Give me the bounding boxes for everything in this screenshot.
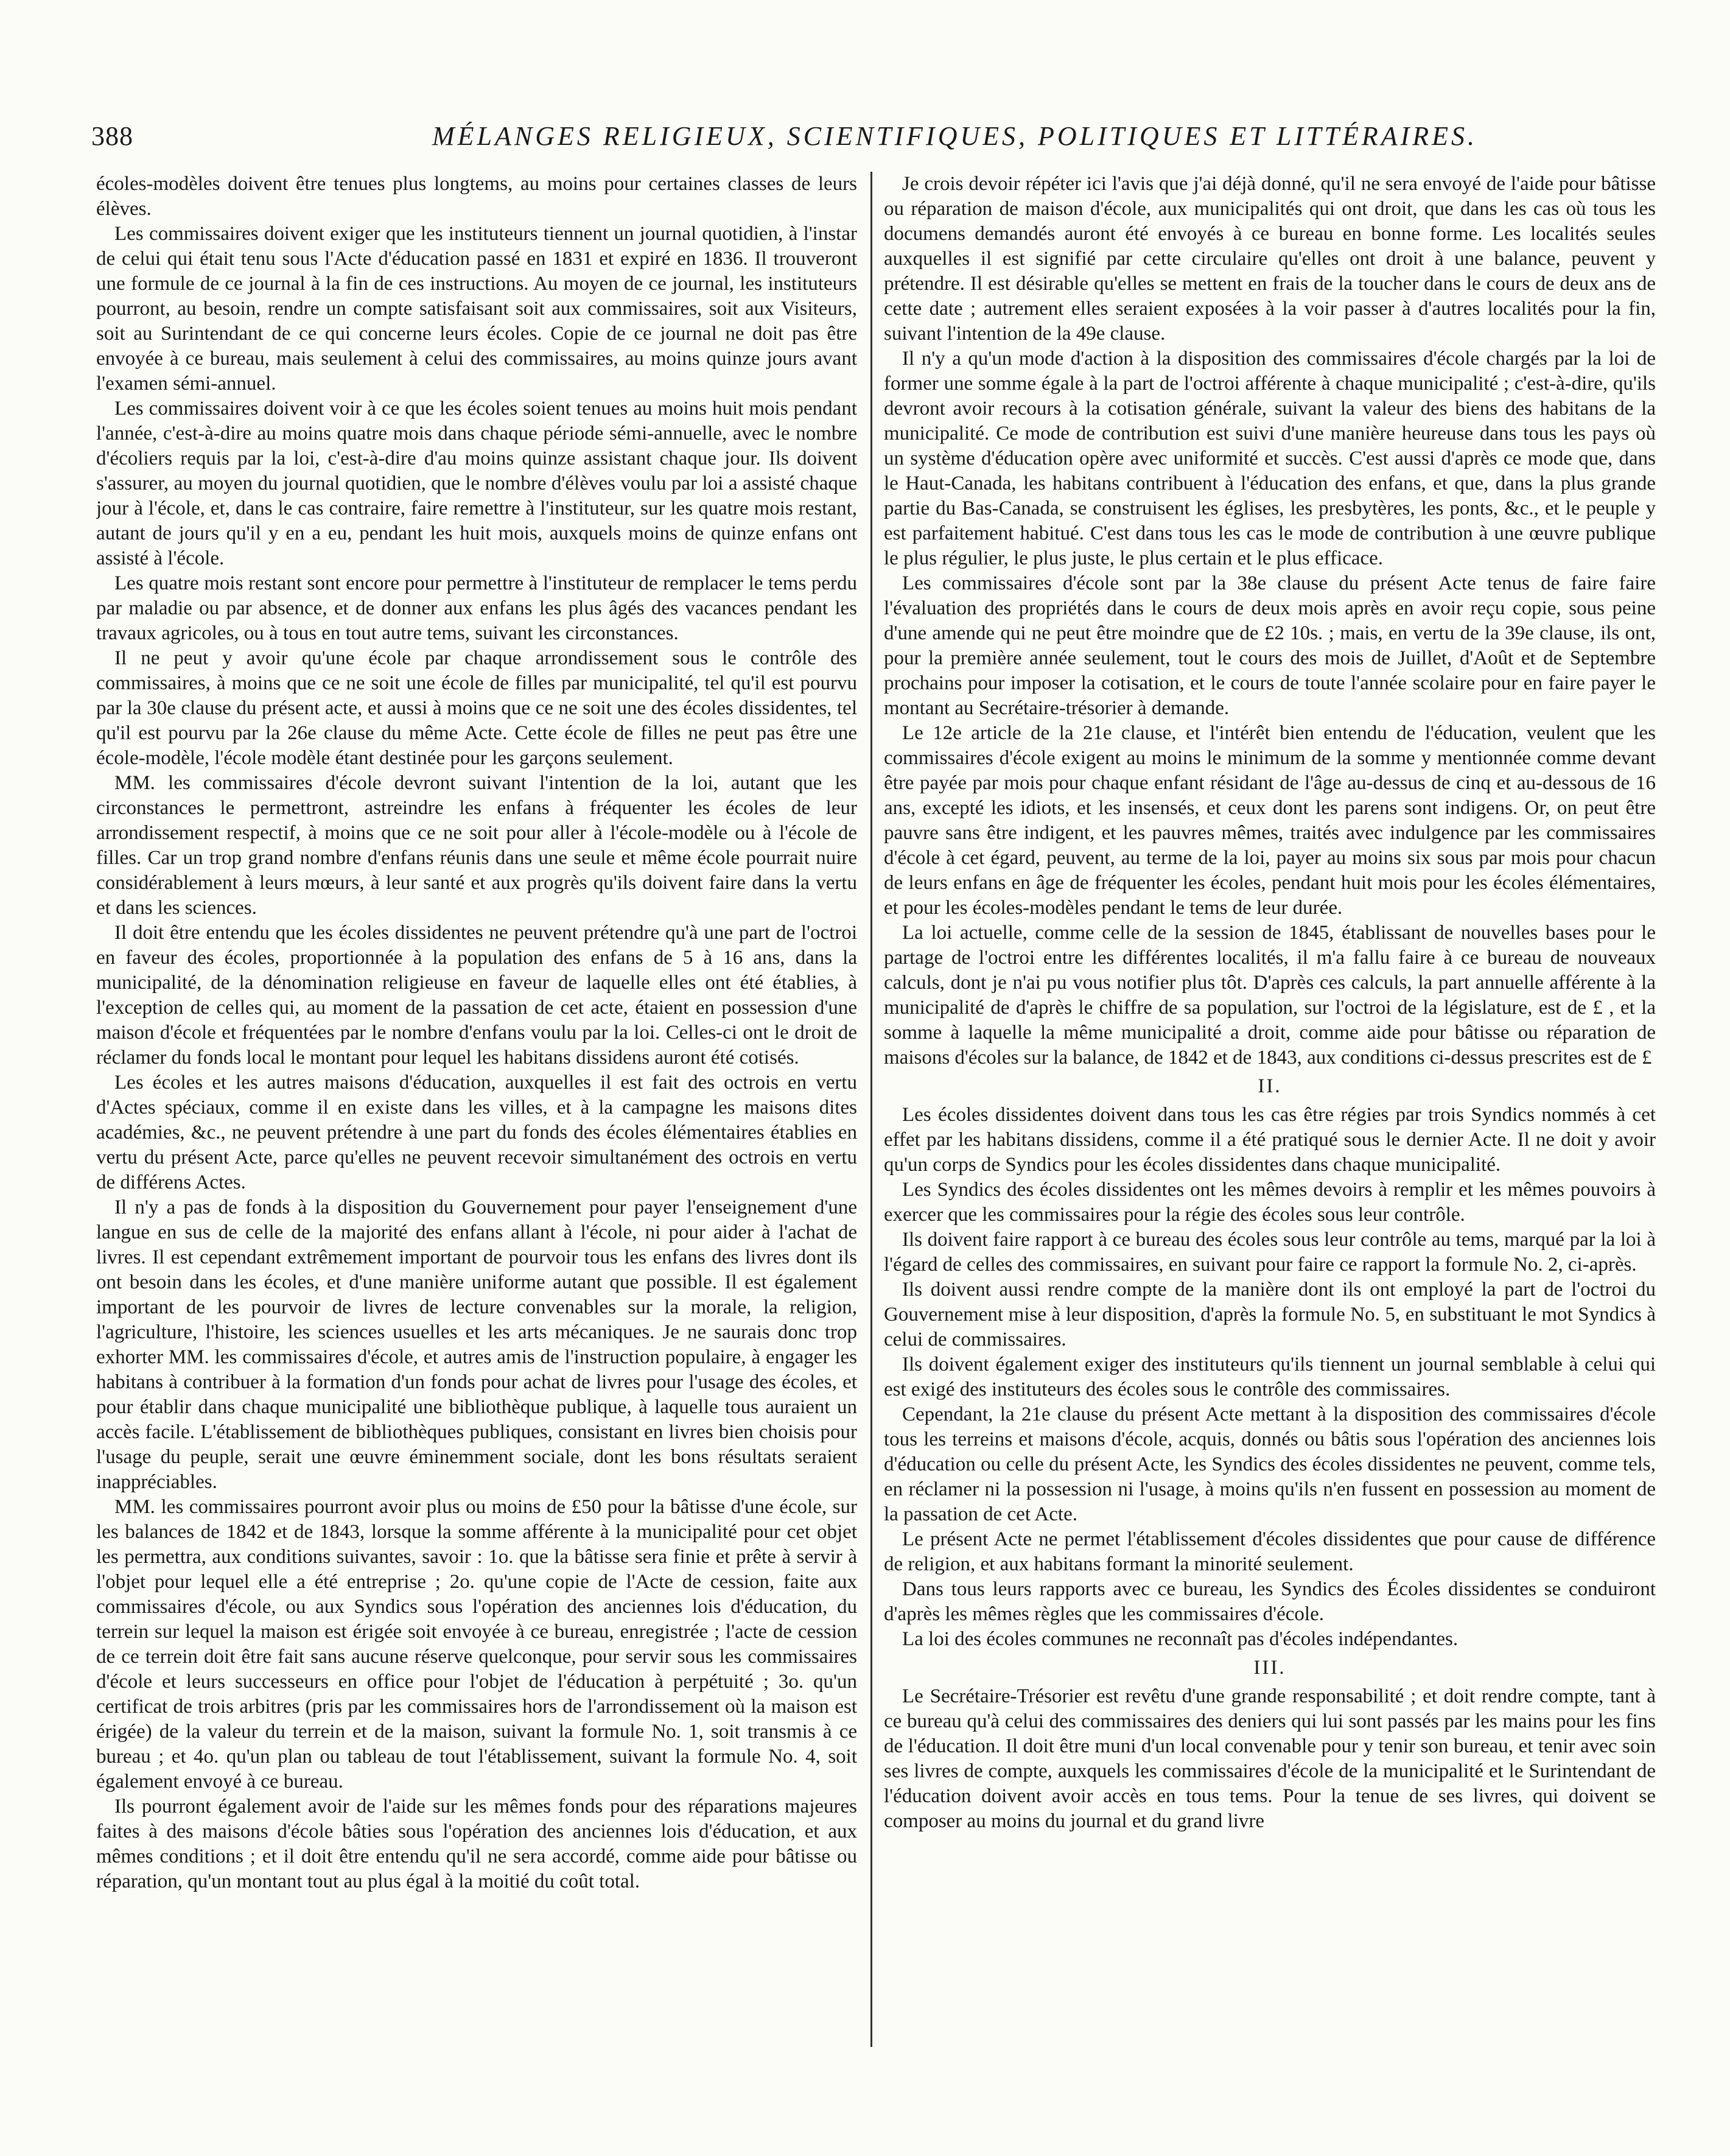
page-number: 388 bbox=[91, 121, 133, 151]
paragraph: Les Syndics des écoles dissidentes ont les mêmes devoirs à remplir et les mêmes pouvoirs à exercer que les commissaires pour la régie des écoles sous leur contrôle. bbox=[884, 1179, 1656, 1226]
paragraph: Ils doivent aussi rendre compte de la manière dont ils ont employé la part de l'octroi du Gouvernement mise à leur disposition, d'après la formule No. 5, en substituant le mot Syndics à celui de commissaires. bbox=[884, 1279, 1656, 1350]
paragraph: La loi actuelle, comme celle de la session de 1845, établissant de nouvelles bases pour le partage de l'octroi entre les différentes localités, il m'a fallu faire à ce bureau de nouveaux calculs, dont je n'ai pu vous notifier plus tôt. D'après ces calculs, la part annuelle afférente à la municipalité de d'après le chiffre de sa population, sur l'octroi de la législature, est de £ , et la somme à laquelle la même municipalité a droit, comme aide pour bâtisse ou réparation de maisons d'écoles sur la balance, de 1842 et de 1843, aux conditions ci-dessus prescrites est de £ bbox=[884, 922, 1656, 1069]
column-divider bbox=[870, 172, 872, 2047]
paragraph: Les commissaires d'école sont par la 38e clause du présent Acte tenus de faire faire l'évaluation des propriétés dans le cours de deux mois après en avoir reçu copie, sous peine d'une amende qui ne peut être moindre que de £2 10s. ; mais, en vertu de la 39e clause, ils ont, pour la première année seulement, tout le cours des mois de Juillet, d'Août et de Septembre prochains pour imposer la cotisation, et le cours de toute l'année scolaire pour en faire payer le montant au Secrétaire-trésorier à demande. bbox=[884, 572, 1656, 719]
paragraph: Ils pourront également avoir de l'aide sur les mêmes fonds pour des réparations majeures faites à des maisons d'école bâties sous l'opération des anciennes lois d'éducation, et aux mêmes conditions ; et il doit être entendu qu'il ne sera accordé, comme aide pour bâtisse ou réparation, qu'un montant tout au plus égal à la moitié du coût total. bbox=[96, 1796, 857, 1892]
paragraph: écoles-modèles doivent être tenues plus longtems, au moins pour certaines classes de leurs élèves. bbox=[96, 173, 857, 220]
paragraph: Ils doivent également exiger des instituteurs qu'ils tiennent un journal semblable à celui qui est exigé des instituteurs des écoles sous le contrôle des commissaires. bbox=[884, 1354, 1656, 1400]
paragraph: MM. les commissaires d'école devront suivant l'intention de la loi, autant que les circonstances le permettront, astreindre les enfans à fréquenter les écoles de leur arrondissement respectif, à moins que ce ne soit pour aller à l'école-modèle ou à l'école de filles. Car un trop grand nombre d'enfans réunis dans une seule et même école pourrait nuire considérablement à leurs mœurs, à leur santé et aux progrès qu'ils doivent faire dans la vertu et dans les sciences. bbox=[96, 772, 857, 919]
paragraph: Les commissaires doivent voir à ce que les écoles soient tenues au moins huit mois pendant l'année, c'est-à-dire au moins quatre mois dans chaque période sémi-annuelle, avec le nombre d'écoliers requis par la loi, c'est-à-dire d'au moins quinze assistant chaque jour. Ils doivent s'assurer, au moyen du journal quotidien, que le nombre d'élèves voulu par loi a assisté chaque jour à l'école, et, dans le cas contraire, faire remettre à l'instituteur, sur les quatre mois restant, autant de jours qu'il y en a eu, pendant les huit mois, auxquels moins de quinze enfans ont assisté à l'école. bbox=[96, 398, 857, 569]
paragraph: Les commissaires doivent exiger que les instituteurs tiennent un journal quotidien, à l'instar de celui qui était tenu sous l'Acte d'éducation passé en 1831 et expiré en 1836. Il trouveront une formule de ce journal à la fin de ces instructions. Au moyen de ce journal, les instituteurs pourront, au besoin, rendre un compte satisfaisant soit aux commissaires, soit aux Visiteurs, soit au Surintendant de ce qui concerne leurs écoles. Copie de ce journal ne doit pas être envoyée à ce bureau, mais seulement à celui des commissaires, au moins quinze jours avant l'examen sémi-annuel. bbox=[96, 223, 857, 395]
paragraph: Je crois devoir répéter ici l'avis que j'ai déjà donné, qu'il ne sera envoyé de l'aide pour bâtisse ou réparation de maison d'école, aux municipalités qui ont droit, que dans les cas où tous les documens demandés auront été envoyés à ce bureau en bonne forme. Les localités seules auxquelles il est signifié par cette circulaire qu'elles ont droit à une balance, peuvent y prétendre. Il est désirable qu'elles se mettent en frais de la toucher dans le cours de deux ans de cette date ; autrement elles seraient exposées à la voir passer à d'autres localités pour la fin, suivant l'intention de la 49e clause. bbox=[884, 173, 1656, 345]
section-number-ii: II. bbox=[1258, 1075, 1282, 1097]
right-column bbox=[884, 172, 1656, 2108]
paragraph: Le présent Acte ne permet l'établissement d'écoles dissidentes que pour cause de différence de religion, et aux habitans formant la minorité seulement. bbox=[884, 1528, 1656, 1575]
paragraph: Il n'y a pas de fonds à la disposition du Gouvernement pour payer l'enseignement d'une langue en sus de celle de la majorité des enfans allant à l'école, ni pour aider à l'achat de livres. Il est cependant extrêmement important de pourvoir tous les enfans des livres dont ils ont besoin dans les écoles, et d'une manière uniforme autant que possible. Il est également important de les pourvoir de livres de lecture convenables sur la morale, la religion, l'agriculture, l'histoire, les sciences usuelles et les arts mécaniques. Je ne saurais donc trop exhorter MM. les commissaires d'école, et autres amis de l'instruction populaire, à engager les habitans à contribuer à la formation d'un fonds pour achat de livres pour l'usage des écoles, et pour établir dans chaque municipalité une bibliothèque publique, à laquelle tous auraient un accès facile. L'établissement de bibliothèques publiques, consistant en livres bien choisis pour l'usage du peuple, serait une œuvre éminemment sociale, dont les bons résultats seraient inappréciables. bbox=[96, 1196, 857, 1493]
paragraph: MM. les commissaires pourront avoir plus ou moins de £50 pour la bâtisse d'une école, sur les balances de 1842 et de 1843, lorsque la somme afférente à la municipalité pour cet objet les permettra, aux conditions suivantes, savoir : 1o. que la bâtisse sera finie et prête à servir à l'objet pour lequel elle a été entreprise ; 2o. qu'une copie de l'Acte de cession, faite aux commissaires d'école, ou aux Syndics sous l'opération des anciennes lois d'éducation, du terrein sur lequel la maison est érigée soit envoyée à ce bureau, enregistrée ; l'acte de cession de ce terrein doit être fait sans aucune réserve quelconque, pour servir sous les commissaires d'école et leurs successeurs en office pour l'objet de l'éducation à perpétuité ; 3o. qu'un certificat de trois arbitres (pris par les commissaires hors de l'arrondissement où la maison est érigée) de la valeur du terrein et de la maison, suivant la formule No. 1, soit transmis à ce bureau ; et 4o. qu'un plan ou tableau de tout l'établissement, suivant la formule No. 4, soit également envoyé à ce bureau. bbox=[96, 1496, 857, 1793]
page-header bbox=[91, 121, 1650, 157]
paragraph: Le 12e article de la 21e clause, et l'intérêt bien entendu de l'éducation, veulent que les commissaires d'école exigent au moins le minimum de la somme y mentionnée comme devant être payée par mois pour chaque enfant résidant de l'âge au-dessus de cinq et au-dessous de 16 ans, excepté les idiots, et les insensés, et ceux dont les parens sont indigens. Or, on peut être pauvre sans être indigent, et les pauvres mêmes, traités avec indulgence par les commissaires d'école à cet égard, peuvent, au terme de la loi, payer au moins six sous par mois pour chacun de leurs enfans en âge de fréquenter les écoles, pendant huit mois pour les écoles élémentaires, et pour les écoles-modèles pendant le tems de leur durée. bbox=[884, 722, 1656, 919]
paragraph: Dans tous leurs rapports avec ce bureau, les Syndics des Écoles dissidentes se conduiront d'après les mêmes règles que les commissaires d'école. bbox=[884, 1578, 1656, 1625]
paragraph: Les écoles et les autres maisons d'éducation, auxquelles il est fait des octrois en vertu d'Actes spéciaux, comme il en existe dans les villes, et à la campagne les maisons dites académies, &c., ne peuvent prétendre à une part du fonds des écoles élémentaires établies en vertu du présent Acte, parce qu'elles ne peuvent recevoir simultanément des octrois en vertu de différens Actes. bbox=[96, 1072, 857, 1193]
right-part-2 bbox=[884, 1103, 1656, 1652]
paragraph: La loi des écoles communes ne reconnaît pas d'écoles indépendantes. bbox=[902, 1628, 1459, 1650]
paragraph: Les quatre mois restant sont encore pour permettre à l'instituteur de remplacer le tems perdu par maladie ou par absence, et de donner aux enfans les plus âgés des vacances pendant les travaux agricoles, ou à tous en tout autre tems, suivant les circonstances. bbox=[96, 572, 857, 644]
running-title: MÉLANGES RELIGIEUX, SCIENTIFIQUES, POLITIQUES ET LITTÉRAIRES. bbox=[432, 121, 1477, 151]
paragraph: Il n'y a qu'un mode d'action à la disposition des commissaires d'école chargés par la loi de former une somme égale à la part de l'octroi afférente à chaque municipalité ; c'est-à-dire, qu'ils devront avoir recours à la cotisation générale, suivant la valeur des biens des habitans de la municipalité. Ce mode de contribution est suivi d'une manière heureuse dans tous les pays où un système d'éducation opère avec uniformité et succès. C'est aussi d'après ce mode que, dans le Haut-Canada, les habitans contribuent à l'éducation des enfans, et que, dans la plus grande partie du Bas-Canada, se construisent les églises, les presbytères, les ponts, &c., et le peuple y est parfaitement habitué. C'est dans tous les cas le mode de contribution à une œuvre publique le plus régulier, le plus juste, le plus certain et le plus efficace. bbox=[884, 348, 1656, 569]
paragraph: Ils doivent faire rapport à ce bureau des écoles sous leur contrôle au tems, marqué par la loi à l'égard de celles des commissaires, en suivant pour faire ce rapport la formule No. 2, ci-après. bbox=[884, 1229, 1656, 1276]
right-part-1 bbox=[884, 172, 1656, 1070]
paragraph: Il ne peut y avoir qu'une école par chaque arrondissement sous le contrôle des commissaires, à moins que ce ne soit une école de filles par municipalité, tel qu'il est pourvu par la 30e clause du présent acte, et aussi à moins que ce ne soit une des écoles dissidentes, tel qu'il est pourvu par la 26e clause du même Acte. Cette école de filles ne peut pas être une école-modèle, l'école modèle étant destinée pour les garçons seulement. bbox=[96, 647, 857, 769]
paragraph: Cependant, la 21e clause du présent Acte mettant à la disposition des commissaires d'école tous les terreins et maisons d'école, acquis, donnés ou bâtis sous l'opération des anciennes lois d'éducation ou celle du présent Acte, les Syndics des écoles dissidentes ne peuvent, comme tels, en réclamer ni la possession ni l'usage, à moins qu'ils n'en fussent en possession au moment de la passation de cet Acte. bbox=[884, 1403, 1656, 1525]
right-part-3 bbox=[884, 1684, 1656, 1834]
paragraph: Le Secrétaire-Trésorier est revêtu d'une grande responsabilité ; et doit rendre compte, tant à ce bureau qu'à celui des commissaires des deniers qui lui sont passés par les mains pour les fins de l'éducation. Il doit être muni d'un local convenable pour y tenir son bureau, et tenir avec soin ses livres de compte, auxquels les commissaires d'école de la municipalité et le Surintendant de l'éducation doivent avoir accès en tous tems. Pour la tenue de ses livres, qui doivent se composer au moins du journal et du grand livre bbox=[884, 1685, 1656, 1832]
section-number-iii: III. bbox=[1253, 1657, 1286, 1679]
left-column bbox=[96, 172, 857, 2108]
paragraph: Les écoles dissidentes doivent dans tous les cas être régies par trois Syndics nommés à cet effet par les habitans dissidens, comme il a été pratiqué sous le dernier Acte. Il ne doit y avoir qu'un corps de Syndics pour les écoles dissidentes dans chaque municipalité. bbox=[884, 1104, 1656, 1176]
paragraph: Il doit être entendu que les écoles dissidentes ne peuvent prétendre qu'à une part de l'octroi en faveur des écoles, proportionnée à la population des enfans de 5 à 16 ans, dans la municipalité, de la dénomination religieuse en faveur de laquelle elles ont été établies, à l'exception de celles qui, au moment de la passation de cet acte, étaient en possession d'une maison d'école et fréquentées par le nombre d'enfans voulu par la loi. Celles-ci ont le droit de réclamer du fonds local le montant pour lequel les habitans dissidens auront été cotisés. bbox=[96, 922, 857, 1069]
